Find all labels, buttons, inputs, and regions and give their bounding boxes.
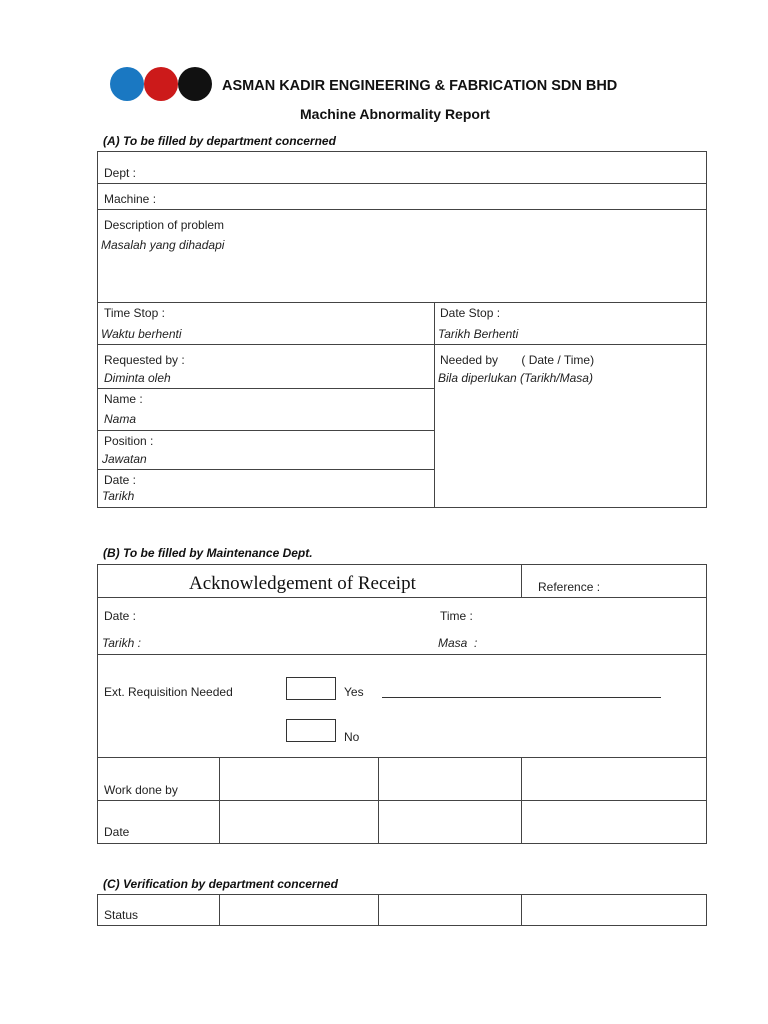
name-label-malay: Nama [104,412,137,426]
divider [219,757,220,843]
name-field[interactable]: Name : [104,392,143,406]
section-b-heading: (B) To be filled by Maintenance Dept. [103,546,313,560]
divider [97,344,706,345]
logo-blue-dot [110,67,144,101]
ack-time-field[interactable]: Time : [440,609,473,623]
no-label: No [344,730,360,744]
yes-checkbox[interactable] [286,677,336,700]
logo-black-dot [178,67,212,101]
ack-date-label-malay: Tarikh : [102,636,141,650]
dept-field[interactable]: Dept : [104,166,137,180]
divider [97,430,434,431]
divider [97,183,706,184]
date-stop-field[interactable]: Date Stop : [440,306,501,320]
date-label-malay: Tarikh [102,489,135,503]
divider [97,302,706,303]
work-done-by-label: Work done by [104,783,178,797]
section-a-table [97,151,707,508]
date-stop-label-malay: Tarikh Berhenti [438,327,519,341]
ack-date-field[interactable]: Date : [104,609,137,623]
divider [378,894,379,925]
divider [97,800,706,801]
date-field[interactable]: Date : [104,473,137,487]
divider [97,757,706,758]
divider [97,469,434,470]
time-stop-field[interactable]: Time Stop : [104,306,165,320]
description-label-malay: Masalah yang dihadapi [101,238,225,252]
ack-time-label-malay: Masa : [438,636,478,650]
section-c-table [97,894,707,926]
reference-field[interactable]: Reference : [538,580,601,594]
divider [521,894,522,925]
work-date-label: Date [104,825,130,839]
divider [97,654,706,655]
report-title: Machine Abnormality Report [300,106,491,122]
description-label: Description of problem [104,218,225,232]
divider [378,757,379,843]
needed-by-field[interactable]: Needed by ( Date / Time) [440,353,595,367]
section-b-table [97,564,707,844]
yes-detail-line[interactable] [382,697,661,698]
position-label-malay: Jawatan [102,452,147,466]
ext-requisition-label: Ext. Requisition Needed [104,685,233,699]
no-checkbox[interactable] [286,719,336,742]
section-a-heading: (A) To be filled by department concerned [103,134,336,148]
requested-by-label-malay: Diminta oleh [104,371,171,385]
divider [97,209,706,210]
divider [434,302,435,507]
time-stop-label-malay: Waktu berhenti [101,327,182,341]
company-name: ASMAN KADIR ENGINEERING & FABRICATION SDN BHD [222,78,618,94]
requested-by-field[interactable]: Requested by : [104,353,185,367]
logo-red-dot [144,67,178,101]
yes-label: Yes [344,685,364,699]
status-label: Status [104,908,139,922]
acknowledgement-title: Acknowledgement of Receipt [189,573,416,594]
machine-field[interactable]: Machine : [104,192,157,206]
divider [219,894,220,925]
needed-by-label-malay: Bila diperlukan (Tarikh/Masa) [438,371,593,385]
divider [97,388,434,389]
divider [521,564,522,597]
section-c-heading: (C) Verification by department concerned [103,877,338,891]
position-field[interactable]: Position : [104,434,154,448]
divider [521,757,522,843]
divider [97,597,706,598]
